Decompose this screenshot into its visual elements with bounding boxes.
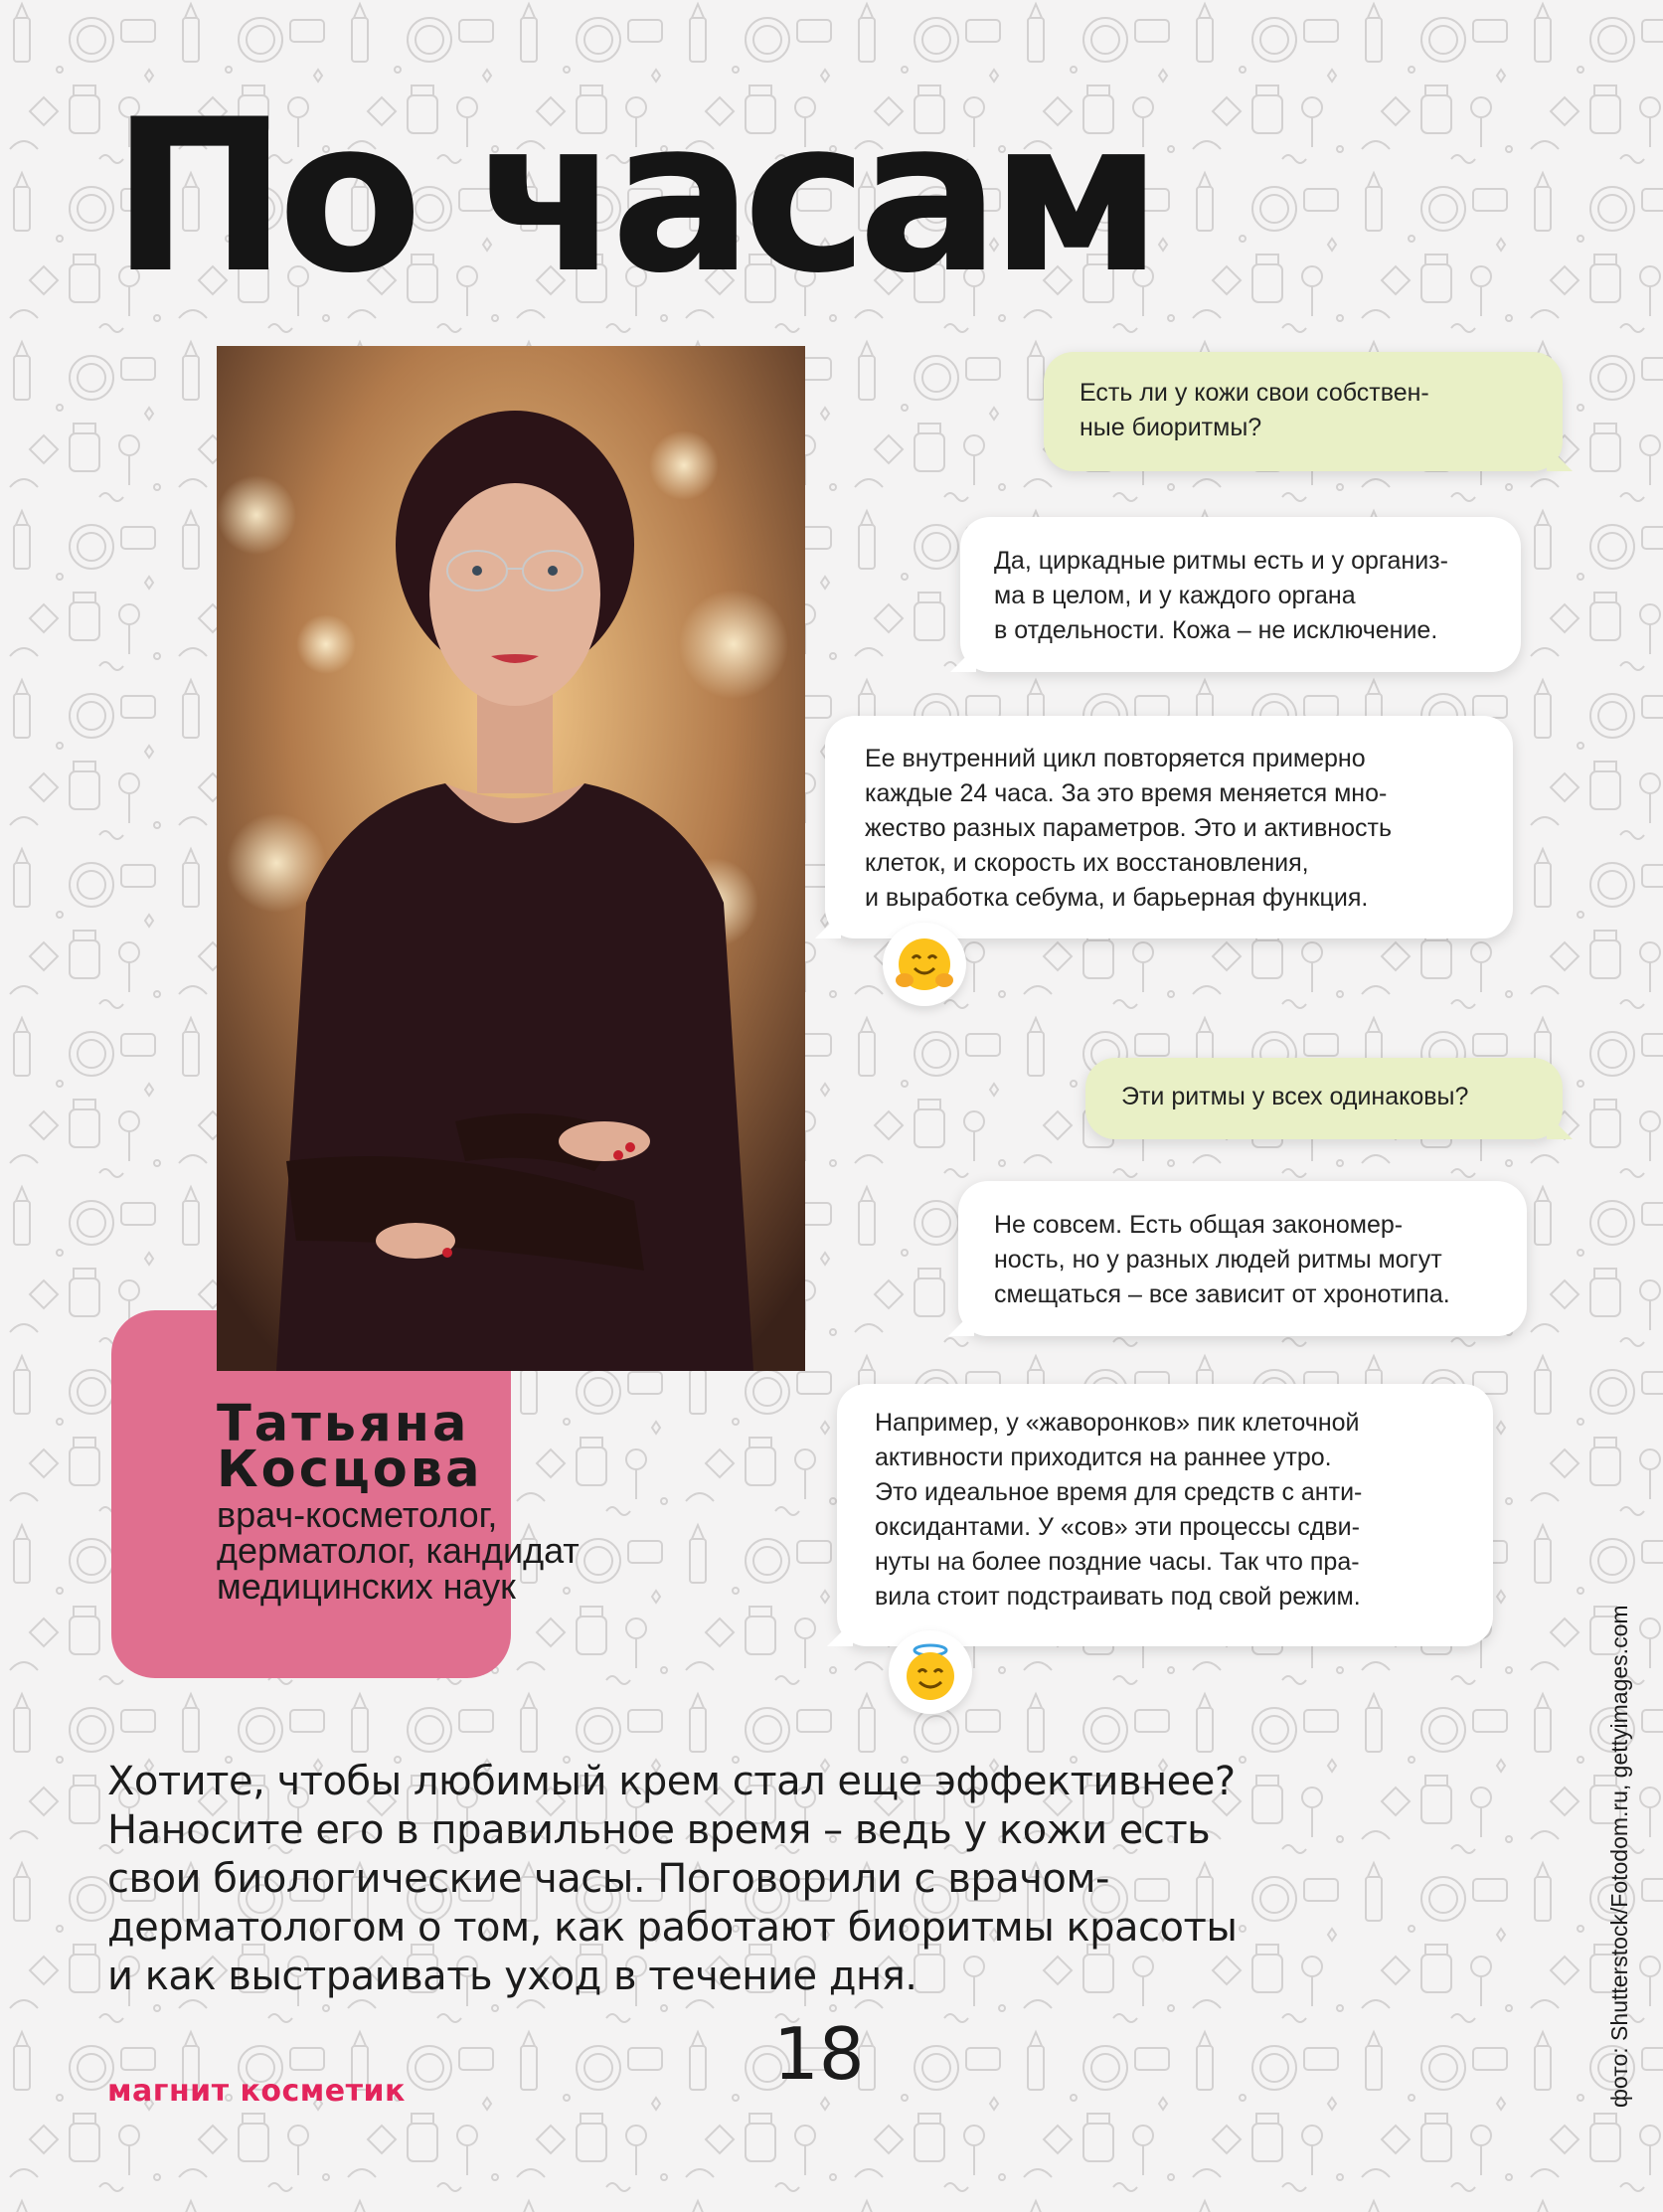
- question-bubble-2: Эти ритмы у всех одинаковы?: [1085, 1058, 1563, 1139]
- page-title: По часам: [111, 74, 1153, 319]
- expert-name-line-1: Татьяна: [217, 1395, 470, 1453]
- lead-paragraph: Хотите, чтобы любимый крем стал еще эффективнее? Наносите его в правильное время – ведь у кожи есть свои биологические часы. Поговорили с врачом- дерматологом о том, как работают биоритмы красоты и как выстраивать уход в течение дня.: [107, 1759, 1238, 1999]
- answer-bubble-3: Не совсем. Есть общая закономер- ность, но у разных людей ритмы могут смещаться – все зависит от хронотипа.: [958, 1181, 1527, 1336]
- brand-logo: магнит косметик: [107, 2074, 406, 2109]
- expert-role: врач-косметолог, дерматолог, кандидат медицинских наук: [217, 1494, 580, 1607]
- answer-bubble-4: Например, у «жаворонков» пик клеточной активности приходится на раннее утро. Это идеальное время для средств с анти- оксидантами. У «сов» эти процессы сдви- нуты на более поздние часы. Так что пра- вила стоит подстраивать под свой режим.: [837, 1384, 1493, 1646]
- expert-photo: [217, 346, 805, 1371]
- page-number: 18: [773, 2012, 865, 2096]
- answer-bubble-2: Ее внутренний цикл повторяется примерно каждые 24 часа. За это время меняется мно- жество разных параметров. Это и активность клеток, и скорость их восстановления, и выработка себума, и барьерная функция.: [825, 716, 1513, 938]
- expert-caption: [217, 1395, 580, 1607]
- expert-name-line-2: Косцова: [217, 1441, 483, 1499]
- hugging-face-icon: [883, 923, 966, 1006]
- question-bubble-1: Есть ли у кожи свои собствен- ные биоритмы?: [1044, 352, 1563, 471]
- smiling-face-with-halo-icon: [889, 1630, 972, 1714]
- photo-credit: фото: Shutterstock/Fotodom.ru, gettyimages.com: [1606, 1605, 1632, 2108]
- answer-bubble-1: Да, циркадные ритмы есть и у организ- ма в целом, и у каждого органа в отдельности. Кожа – не исключение.: [960, 517, 1521, 672]
